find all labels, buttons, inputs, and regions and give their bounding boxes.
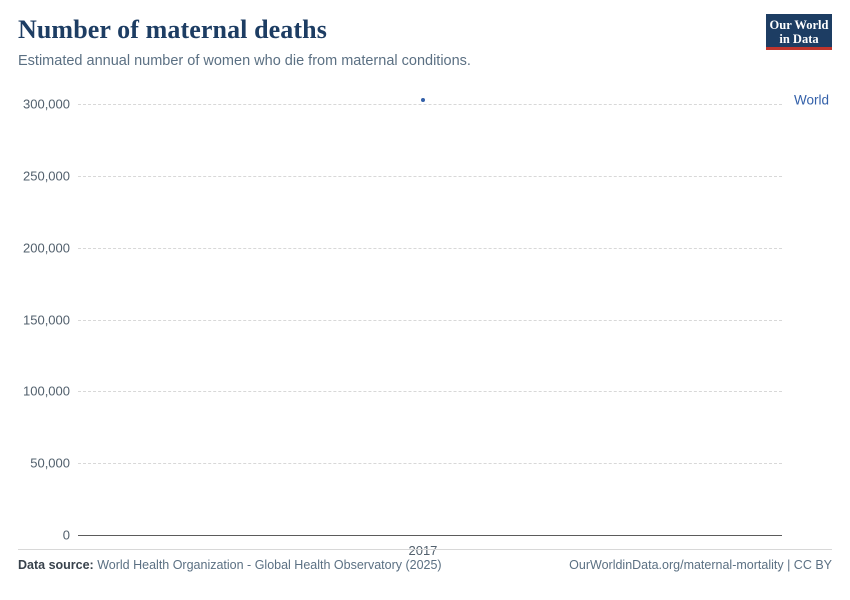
data-point[interactable]	[421, 98, 425, 102]
gridline	[78, 535, 782, 536]
plot-region[interactable]	[23, 90, 830, 558]
y-axis-tick-label: 200,000	[23, 240, 70, 256]
gridline	[78, 391, 782, 392]
y-axis-tick-label: 0	[62, 527, 70, 543]
y-axis-tick-label: 50,000	[30, 455, 70, 471]
gridline	[78, 176, 782, 177]
gridline	[78, 320, 782, 321]
owid-logo-line2: in Data	[779, 32, 819, 46]
y-axis-tick-label: 300,000	[23, 96, 70, 112]
y-axis-tick-label: 150,000	[23, 312, 70, 328]
chart-area[interactable]	[18, 82, 832, 558]
gridline	[78, 248, 782, 249]
page-subtitle: Estimated annual number of women who die from maternal conditions.	[18, 53, 471, 70]
owid-logo[interactable]	[766, 14, 832, 50]
chart-footer	[18, 549, 832, 586]
page-title: Number of maternal deaths	[18, 15, 327, 44]
series-label-world[interactable]: World	[794, 92, 830, 108]
data-source	[18, 558, 442, 572]
owid-logo-line1: Our World	[769, 18, 829, 32]
y-axis-tick-label: 100,000	[23, 383, 70, 399]
y-axis-tick-label: 250,000	[23, 168, 70, 184]
chart-header	[18, 14, 832, 71]
gridline	[78, 463, 782, 464]
data-source-label: Data source:	[18, 558, 94, 572]
x-axis-tick-label: 2017	[408, 543, 438, 558]
footer-attribution: OurWorldinData.org/maternal-mortality | CC BY	[569, 558, 832, 572]
data-source-text: World Health Organization - Global Health Observatory (2025)	[97, 558, 442, 572]
gridline	[78, 104, 782, 105]
